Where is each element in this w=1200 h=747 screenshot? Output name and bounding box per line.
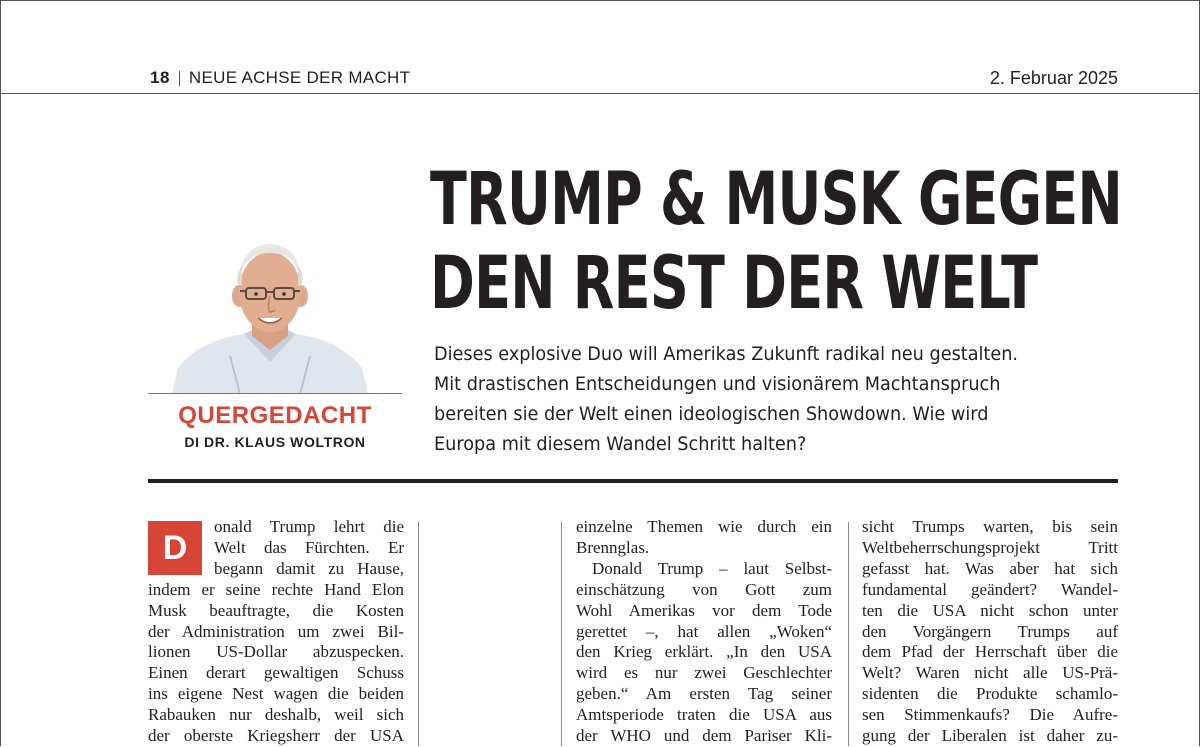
body-line: Rabauken nur deshalb, weil sich — [148, 705, 404, 725]
body-line: fundamental geändert? Wandel- — [862, 579, 1118, 599]
body-line: Wohl Amerikas vor dem Tode — [576, 600, 832, 620]
body-line: ten die USA nicht schon unter — [862, 600, 1118, 620]
body-line: sen Stimmenkaufs? Die Aufre- — [862, 705, 1118, 725]
body-line: den Krieg erklärt. „In den USA — [576, 642, 832, 662]
body-line: gerettet –, hat allen „Woken“ — [576, 621, 832, 641]
body-line: wird es nur zwei Geschlechter — [576, 663, 832, 683]
body-line: Musk beauftragte, die Kosten — [148, 600, 404, 620]
lead-line: Dieses explosive Duo will Amerikas Zukunft radikal neu gestalten. — [434, 343, 1019, 365]
issue-date: 2. Februar 2025 — [989, 67, 1118, 88]
section-name: NEUE ACHSE DER MACHT — [188, 68, 411, 87]
body-column-3 — [576, 517, 832, 747]
body-line: Donald Trump – laut Selbst- — [592, 558, 832, 578]
body-line: begann damit zu Hause, — [214, 558, 404, 578]
body-line: sidenten die Produkte schamlo- — [862, 684, 1118, 704]
running-header — [150, 66, 1118, 90]
headline-line-2: DEN REST DER WELT — [430, 241, 1038, 326]
author-rule — [148, 393, 402, 394]
lead-line: bereiten sie der Welt einen ideologischen Showdown. Wie wird — [434, 403, 989, 425]
page-number: 18 — [150, 68, 170, 87]
drop-cap: D — [148, 521, 202, 575]
column-rule — [561, 522, 562, 746]
body-line: Welt? Waren nicht alle US-Prä- — [862, 663, 1118, 683]
body-line: einzelne Themen wie durch ein — [576, 517, 832, 536]
lead-line: Europa mit diesem Wandel Schritt halten? — [434, 433, 807, 455]
body-line: Welt das Fürchten. Er — [214, 537, 404, 557]
body-line: Brennglas. — [576, 537, 650, 557]
body-line: onald Trump lehrt die — [214, 517, 404, 536]
body-line: der oberste Kriegsherr der USA — [148, 726, 404, 746]
header-rule — [0, 93, 1200, 94]
body-line: den Vorgängern Trumps auf — [862, 621, 1118, 641]
lead-paragraph — [434, 339, 1114, 459]
header-separator — [179, 71, 180, 86]
lead-line: Mit drastischen Entscheidungen und visionärem Machtanspruch — [434, 373, 1001, 395]
body-line: Weltbeherrschungsprojekt Tritt — [862, 537, 1118, 557]
column-rule — [848, 522, 849, 746]
body-line: sicht Trumps warten, bis sein — [862, 517, 1118, 536]
body-line: Amtsperiode traten die USA aus — [576, 705, 832, 725]
body-line: gung der Liberalen ist daher zu- — [862, 726, 1118, 746]
body-line: Einen derart gewaltigen Schuss — [148, 663, 404, 683]
headline-line-1: TRUMP & MUSK GEGEN — [430, 157, 1122, 242]
body-line: indem er seine rechte Hand Elon — [148, 579, 404, 599]
author-portrait-image — [170, 236, 370, 394]
author-name: DI DR. KLAUS WOLTRON — [184, 434, 366, 450]
body-line: gefasst hat. Was aber hat sich — [862, 558, 1118, 578]
author-photo — [170, 236, 370, 394]
headline — [430, 157, 1122, 326]
column-rule — [418, 522, 419, 746]
body-line: einschätzung von Gott zum — [576, 579, 832, 599]
body-column-1 — [148, 517, 404, 747]
section-divider — [148, 479, 1118, 483]
body-line: ins eigene Nest wagen die beiden — [148, 684, 404, 704]
body-line: dem Pfad der Herrschaft über die — [862, 642, 1118, 662]
body-column-4 — [862, 517, 1118, 747]
body-line: lionen US-Dollar abzuspecken. — [148, 642, 404, 662]
body-line: der Administration um zwei Bil- — [148, 621, 404, 641]
body-line: der WHO und dem Pariser Kli- — [576, 726, 832, 746]
column-title: QUERGEDACHT — [178, 402, 372, 429]
body-line: geben.“ Am ersten Tag seiner — [576, 684, 832, 704]
